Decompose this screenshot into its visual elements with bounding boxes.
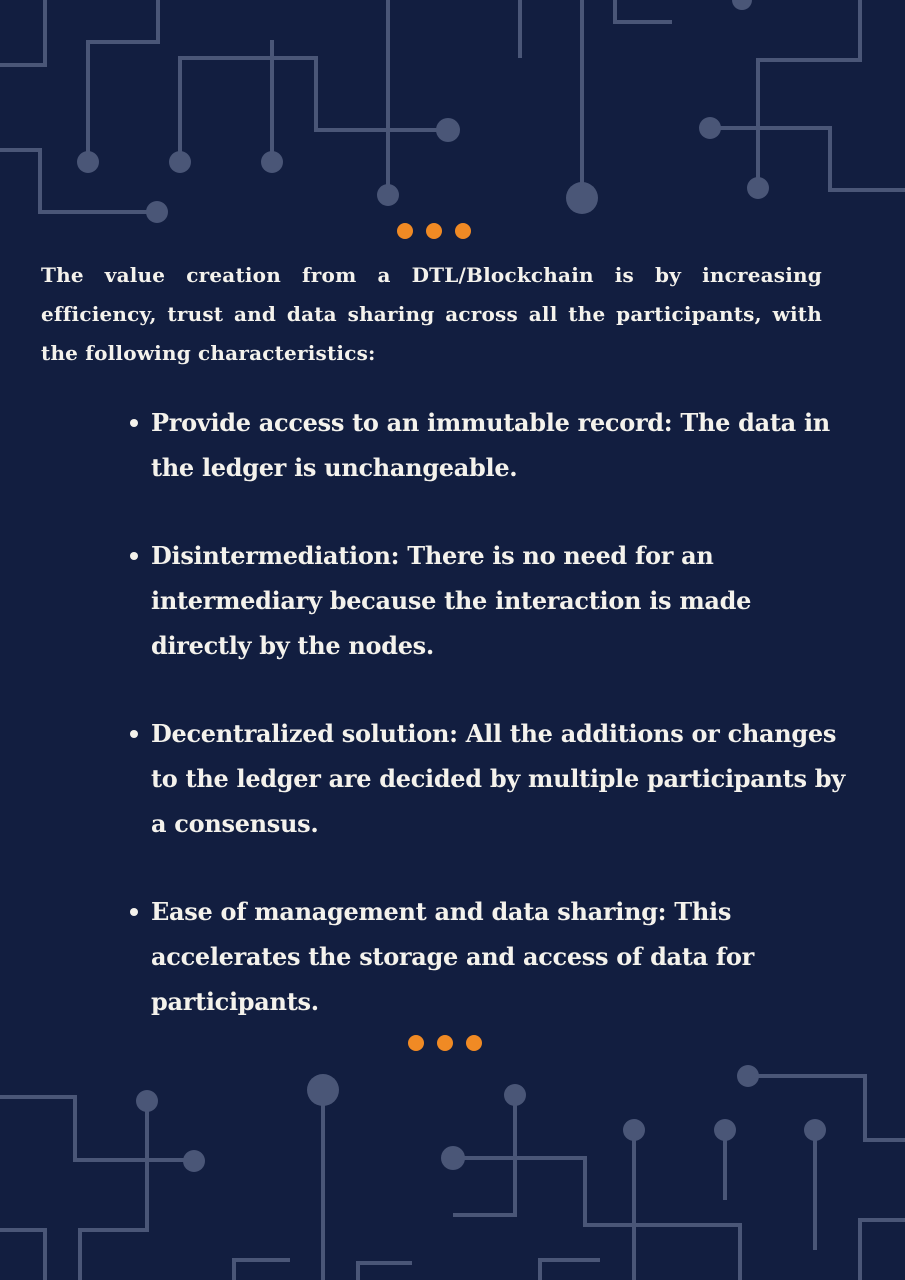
list-item: Decentralized solution: All the additions or changes to the ledger are decided by multiple participants by a consensus. bbox=[151, 711, 851, 846]
circuit-pattern-bottom bbox=[0, 1050, 905, 1280]
list-item: Provide access to an immutable record: The data in the ledger is unchangeable. bbox=[151, 400, 851, 490]
orange-dot bbox=[397, 223, 413, 239]
list-item: Disintermediation: There is no need for an intermediary because the interaction is made directly by the nodes. bbox=[151, 533, 851, 668]
list-item: Ease of management and data sharing: This accelerates the storage and access of data for participants. bbox=[151, 889, 851, 1024]
decorative-dots-top bbox=[397, 223, 471, 239]
orange-dot bbox=[437, 1035, 453, 1051]
orange-dot bbox=[466, 1035, 482, 1051]
intro-paragraph: The value creation from a DTL/Blockchain is by increasing efficiency, trust and data sharing across all the participants, with the following characteristics: bbox=[41, 263, 822, 365]
orange-dot bbox=[455, 223, 471, 239]
decorative-dots-bottom bbox=[408, 1035, 482, 1051]
orange-dot bbox=[426, 223, 442, 239]
characteristics-list bbox=[151, 400, 851, 1067]
circuit-pattern-top bbox=[0, 0, 905, 230]
orange-dot bbox=[408, 1035, 424, 1051]
